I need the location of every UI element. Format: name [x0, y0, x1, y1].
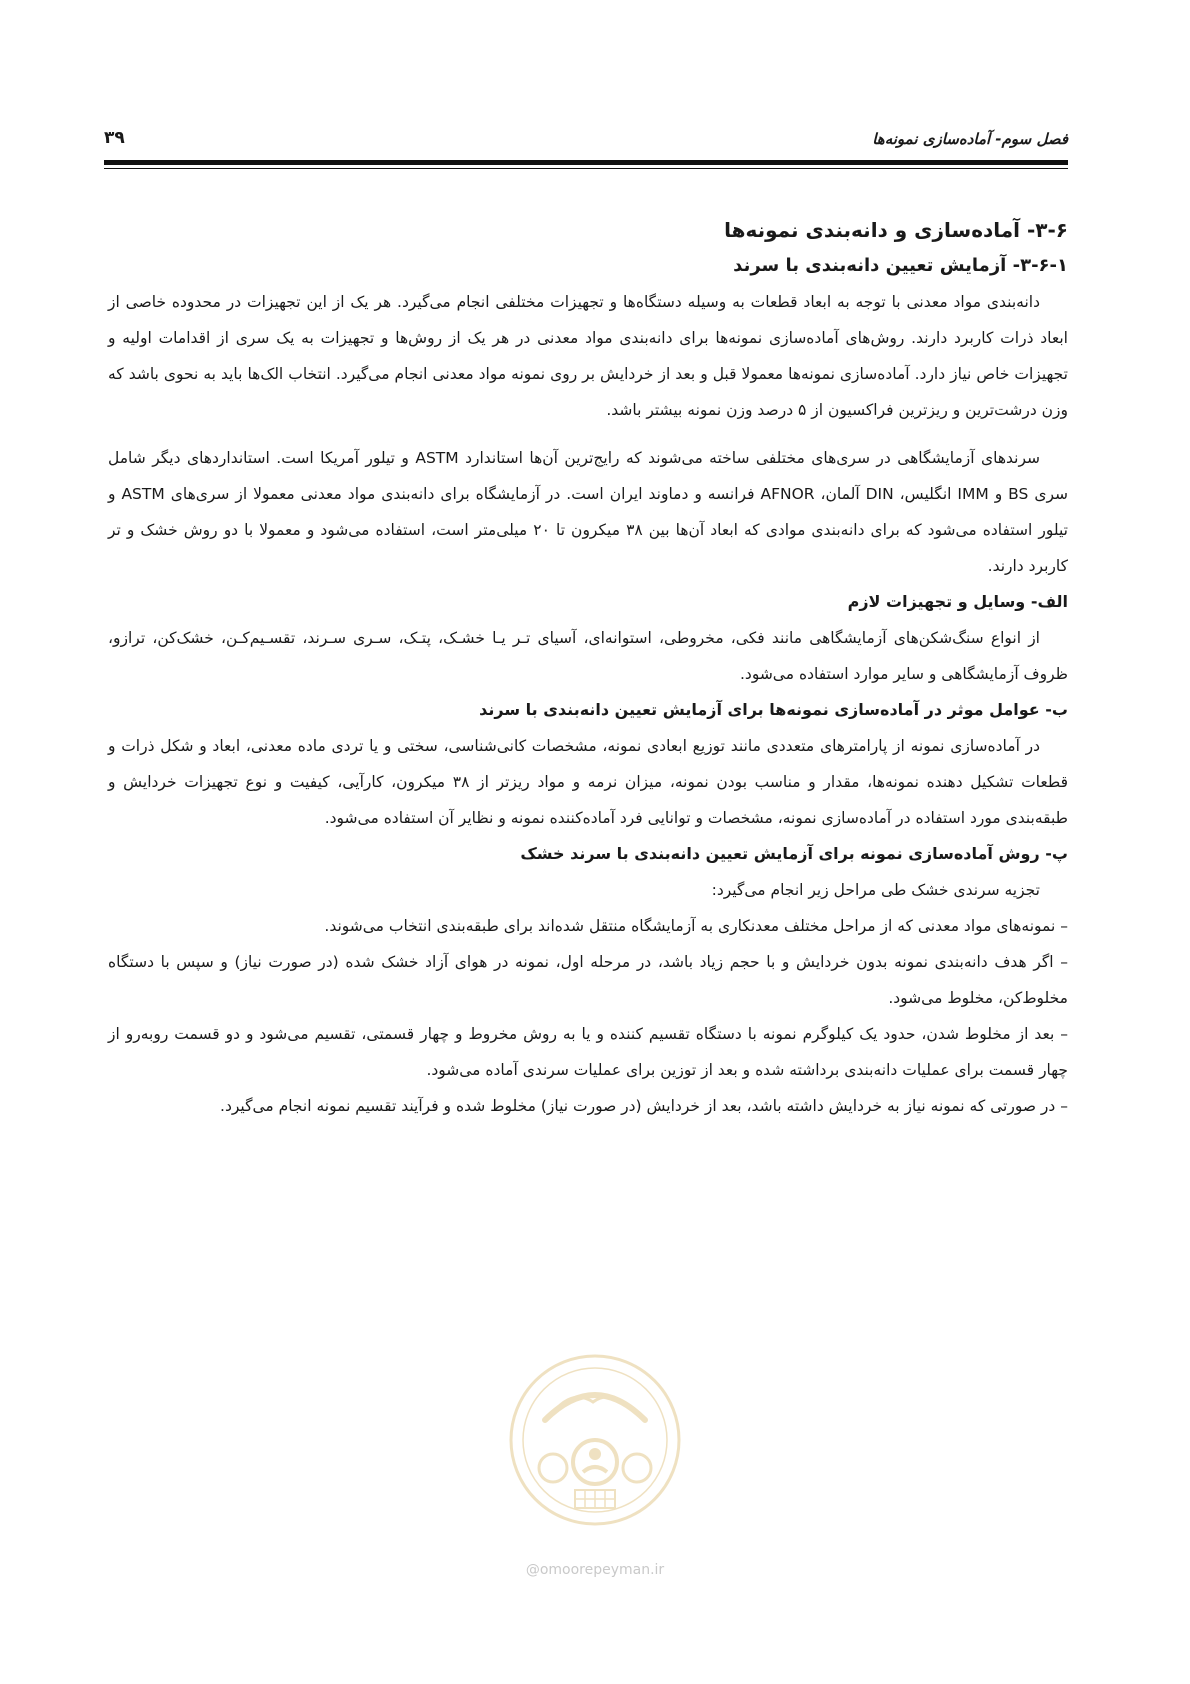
heading-factors: ب- عوامل موثر در آماده‌سازی نمونه‌ها برای آزمایش تعیین دانه‌بندی با سرند [479, 700, 1068, 719]
paragraph-factors: در آماده‌سازی نمونه از پارامترهای متعددی مانند توزیع ابعادی نمونه، مشخصات کانی‌شناسی، سختی و یا تردی ماده معدنی، ابعاد و شکل ذرات و قطعات تشکیل دهنده نمونه‌ها، مقدار و مناسب بودن نمونه، میزان نرمه و مواد ریزتر از ۳۸ میکرون، کارآیی، کیفیت و نوع تجهیزات خردایش و طبقه‌بندی مورد استفاده در آماده‌سازی نمونه، مشخصات و توانایی فرد آماده‌کننده نمونه و نظایر آن استفاده می‌شود. [108, 737, 1068, 827]
paragraph-intro: دانه‌بندی مواد معدنی با توجه به ابعاد قطعات به وسیله دستگاه‌ها و تجهیزات مختلفی انجام می‌گیرد. هر یک از این تجهیزات در محدوده خاصی از ابعاد ذرات کاربرد دارند. روش‌های آماده‌سازی نمونه‌ها برای دانه‌بندی مواد معدنی در هر یک از روش‌ها و تجهیزات به یک سری از اقدامات اولیه و تجهیزات خاص نیاز دارد. آماده‌سازی نمونه‌ها معمولا قبل و بعد از خردایش بر روی نمونه مواد معدنی انجام می‌گیرد. انتخاب الک‌ها باید به نحوی باشد که وزن درشت‌ترین و ریزترین فراکسیون از ۵ درصد وزن نمونه بیشتر باشد. [108, 293, 1068, 419]
list-item: – بعد از مخلوط شدن، حدود یک کیلوگرم نمونه با دستگاه تقسیم کننده و یا به روش مخروط و چهار قسمتی، تقسیم می‌شود و دو قسمت روبه‌رو از چهار قسمت برای عملیات دانه‌بندی برداشته شده و بعد از توزین برای عملیات سرندی آماده می‌شود. [108, 1025, 1068, 1079]
chapter-title: فصل سوم- آماده‌سازی نمونه‌ها [872, 130, 1068, 148]
paragraph-dry-intro: تجزیه سرندی خشک طی مراحل زیر انجام می‌گیرد: [711, 881, 1040, 899]
list-item: – اگر هدف دانه‌بندی نمونه بدون خردایش و با حجم زیاد باشد، در مرحله اول، نمونه در هوای آزاد خشک شده (در صورت نیاز) و سپس با دستگاه مخلوط‌کن، مخلوط می‌شود. [108, 953, 1068, 1007]
running-header [104, 128, 1068, 158]
heading-dry-method: پ- روش آماده‌سازی نمونه برای آزمایش تعیین دانه‌بندی با سرند خشک [520, 844, 1068, 863]
heading-equipment: الف- وسایل و تجهیزات لازم [847, 592, 1068, 611]
paragraph-standards: سرندهای آزمایشگاهی در سری‌های مختلفی ساخته می‌شوند که رایج‌ترین آن‌ها استاندارد ASTM و تیلور آمریکا است. استانداردهای دیگر شامل سری BS و IMM انگلیس، DIN آلمان، AFNOR فرانسه و دماوند ایران است. در آزمایشگاه برای دانه‌بندی مواد معدنی معمولا از سری‌های ASTM و تیلور استفاده می‌شود که برای دانه‌بندی موادی که ابعاد آن‌ها بین ۳۸ میکرون تا ۲۰ میلی‌متر است، استفاده می‌شود و معمولا با دو روش خشک و تر کاربرد دارند. [108, 449, 1068, 575]
list-item: – در صورتی که نمونه نیاز به خردایش داشته باشد، بعد از خردایش (در صورت نیاز) مخلوط شده و فرآیند تقسیم نمونه انجام می‌گیرد. [220, 1097, 1068, 1115]
paragraph-equipment: از انواع سنگ‌شکن‌های آزمایشگاهی مانند فکی، مخروطی، استوانه‌ای، آسیای تـر یـا خشـک، پتـک، سـری سـرند، تقسـیم‌کـن، خشک‌کن، ترازو، ظروف آزمایشگاهی و سایر موارد استفاده می‌شود. [108, 629, 1068, 683]
page-number: ۳۹ [104, 128, 125, 148]
header-rule-thin [104, 168, 1068, 169]
watermark-url: @omoorepeyman.ir [525, 1562, 665, 1578]
header-rule-thick [104, 160, 1068, 165]
watermark-seal-icon [505, 1350, 685, 1530]
section-title: ۳-۶- آماده‌سازی و دانه‌بندی نمونه‌ها [724, 218, 1068, 242]
list-item: – نمونه‌های مواد معدنی که از مراحل مختلف معدنکاری به آزمایشگاه منتقل شده‌اند برای طبقه‌بندی انتخاب می‌شوند. [324, 917, 1068, 935]
subsection-title: ۳-۶-۱- آزمایش تعیین دانه‌بندی با سرند [733, 255, 1068, 276]
body-content [108, 212, 1068, 1124]
